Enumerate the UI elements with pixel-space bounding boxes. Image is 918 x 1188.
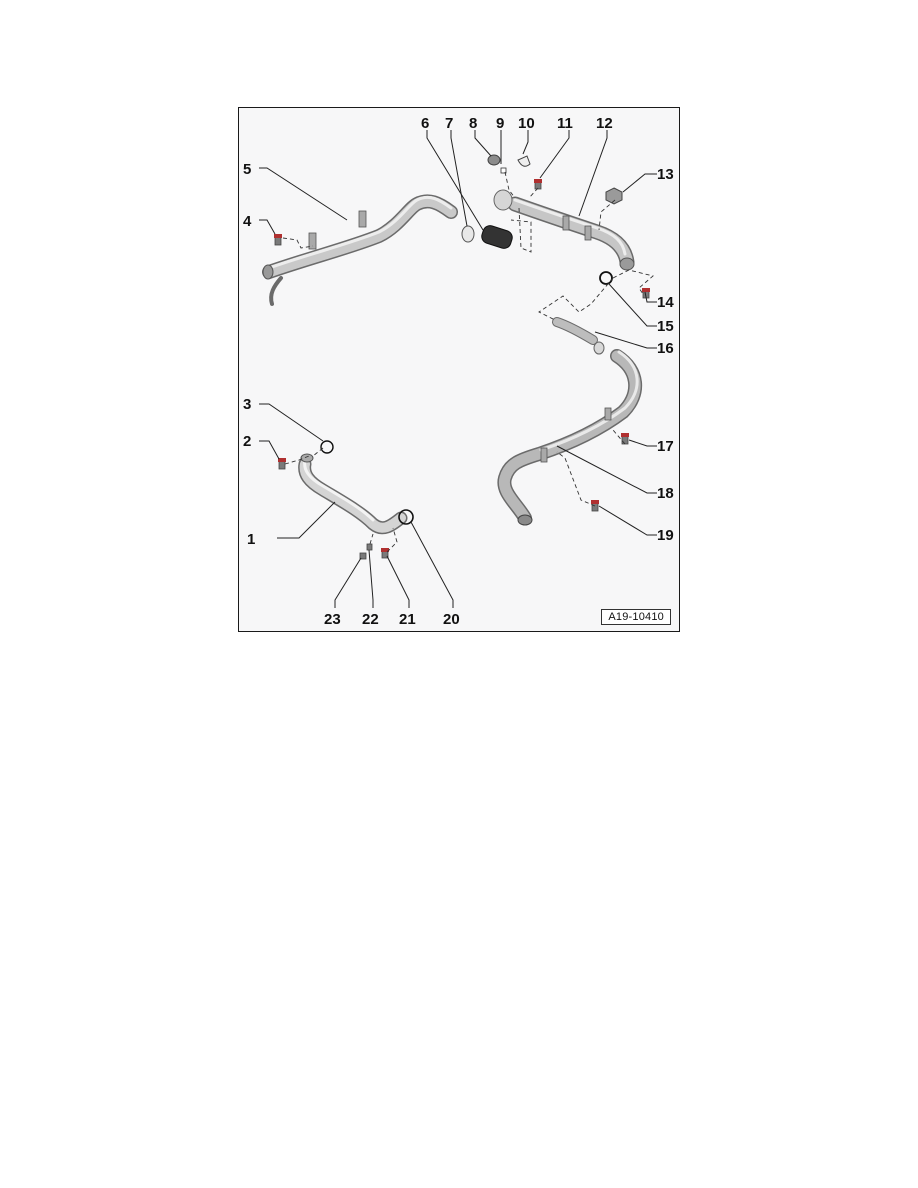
callout-14: 14 — [657, 294, 674, 311]
callout-4: 4 — [243, 213, 252, 230]
callout-8: 8 — [469, 115, 478, 132]
callout-23: 23 — [324, 611, 341, 628]
nut-13 — [606, 188, 622, 204]
figure-reference-code: A19-10410 — [601, 609, 671, 625]
callout-15: 15 — [657, 318, 674, 335]
callout-7: 7 — [445, 115, 454, 132]
coolant-pipes-exploded-view — [239, 108, 681, 633]
bolt-11 — [534, 179, 542, 189]
callout-19: 19 — [657, 527, 674, 544]
callout-16: 16 — [657, 340, 674, 357]
callout-6: 6 — [421, 115, 430, 132]
o-ring-15 — [600, 272, 612, 284]
callout-13: 13 — [657, 166, 674, 183]
callout-22: 22 — [362, 611, 379, 628]
callout-21: 21 — [399, 611, 416, 628]
callout-1: 1 — [247, 531, 256, 548]
coolant-pipe-18 — [504, 352, 637, 525]
hose-6 — [480, 224, 514, 250]
bolt-17 — [621, 433, 629, 444]
leader-lines — [259, 130, 657, 608]
callout-20: 20 — [443, 611, 460, 628]
washer-22 — [367, 544, 372, 550]
callout-5: 5 — [243, 161, 252, 178]
bolt-4 — [274, 234, 282, 245]
o-ring-3 — [321, 441, 333, 453]
diagram-frame — [238, 107, 680, 632]
callout-18: 18 — [657, 485, 674, 502]
callout-10: 10 — [518, 115, 535, 132]
callout-9: 9 — [496, 115, 505, 132]
callout-11: 11 — [557, 115, 573, 132]
callout-2: 2 — [243, 433, 252, 450]
clip-10 — [518, 156, 530, 166]
bolt-2 — [278, 458, 286, 469]
callout-3: 3 — [243, 396, 252, 413]
callout-17: 17 — [657, 438, 674, 455]
bolt-19 — [591, 500, 599, 511]
coolant-pipe-5 — [263, 197, 451, 304]
cap-8 — [488, 155, 500, 165]
pipe-coupling-16 — [557, 322, 604, 354]
callout-12: 12 — [596, 115, 613, 132]
hose-clip-7 — [462, 226, 474, 242]
coolant-pipe-1 — [301, 454, 401, 528]
